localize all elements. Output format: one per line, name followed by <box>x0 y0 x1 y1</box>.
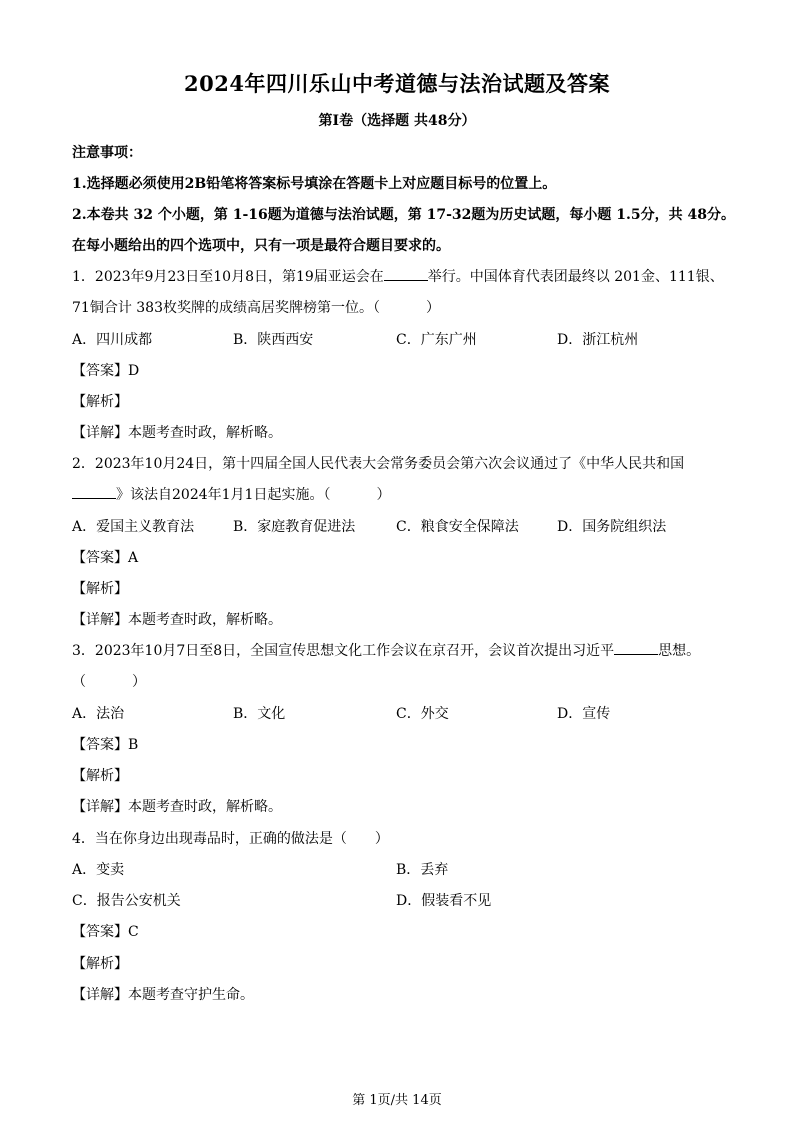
question-4-option-d: D．假装看不见 <box>396 893 492 909</box>
question-3-stem-text: 3．2023年10月7日至8日，全国宣传思想文化工作会议在京召开，会议首次提出习近平 <box>72 643 615 659</box>
question-2-option-c: C．粮食安全保障法 <box>396 519 519 535</box>
document-title: 2024年四川乐山中考道德与法治试题及答案 <box>184 71 610 96</box>
question-2-stem-text: 》该法自2024年1月1日起实施。（ <box>116 487 331 503</box>
notice-heading: 注意事项： <box>72 145 142 161</box>
question-3-detail: 【详解】本题考查时政，解析略。 <box>72 799 282 815</box>
question-1-stem-part2: 举行。中国体育代表团最终以 201金、111银、 <box>427 269 724 285</box>
close-paren: ） <box>426 300 440 316</box>
section-subtitle: 第Ⅰ卷（选择题 共48分） <box>318 113 476 129</box>
question-2-analysis: 【解析】 <box>72 581 128 597</box>
question-3-option-b: B．文化 <box>233 706 286 722</box>
answer-blank <box>72 486 116 499</box>
question-1-option-d: D．浙江杭州 <box>557 332 639 348</box>
question-1-stem-line1 <box>72 266 724 286</box>
question-1-stem-text: 71铜合计 383枚奖牌的成绩高居奖牌榜第一位。（ <box>72 300 380 316</box>
question-1-option-b: B．陕西西安 <box>233 332 314 348</box>
question-3-stem-line2 <box>72 671 146 691</box>
notice-item-2: 2.本卷共 32 个小题，第 1-16题为道德与法治试题，第 17-32题为历史试题，每小题 1.5分，共 48分。 <box>72 207 735 223</box>
close-paren: ） <box>376 487 391 503</box>
question-4-option-b: B．丢弃 <box>396 862 449 878</box>
question-3-stem-line1 <box>72 640 700 660</box>
question-2-stem-line2 <box>72 484 390 504</box>
question-4-stem: 4．当在你身边出现毒品时，正确的做法是（ ） <box>72 831 389 847</box>
question-2-stem-line1: 2．2023年10月24日，第十四届全国人民代表大会常务委员会第六次会议通过了《中华人民共和国 <box>72 456 685 472</box>
question-2-detail: 【详解】本题考查时政，解析略。 <box>72 612 282 628</box>
open-paren: （ <box>72 674 86 690</box>
question-1-option-c: C．广东广州 <box>396 332 477 348</box>
question-1-analysis: 【解析】 <box>72 394 128 410</box>
question-4-option-a: A．变卖 <box>72 862 125 878</box>
answer-blank <box>384 268 428 281</box>
question-4-answer: 【答案】C <box>72 924 139 940</box>
question-4-detail: 【详解】本题考查守护生命。 <box>72 987 254 1003</box>
question-2-option-b: B．家庭教育促进法 <box>233 519 356 535</box>
notice-item-3: 在每小题给出的四个选项中，只有一项是最符合题目要求的。 <box>72 238 450 254</box>
question-3-analysis: 【解析】 <box>72 768 128 784</box>
question-3-option-c: C．外交 <box>396 706 449 722</box>
notice-item-1: 1.选择题必须使用2B铅笔将答案标号填涂在答题卡上对应题目标号的位置上。 <box>72 176 557 192</box>
question-4-analysis: 【解析】 <box>72 956 128 972</box>
question-3-option-a: A．法治 <box>72 706 125 722</box>
question-3-option-d: D．宣传 <box>557 706 611 722</box>
question-2-answer: 【答案】A <box>72 550 139 566</box>
question-3-stem-end: 思想。 <box>658 643 701 659</box>
question-1-detail: 【详解】本题考查时政，解析略。 <box>72 425 282 441</box>
answer-blank <box>614 642 658 655</box>
question-4-option-c: C．报告公安机关 <box>72 893 181 909</box>
question-1-stem-part1: 1．2023年9月23日至10月8日，第19届亚运会在 <box>72 269 384 285</box>
question-3-answer: 【答案】B <box>72 737 139 753</box>
page-footer: 第 1页/共 14页 <box>352 1093 442 1108</box>
close-paren: ） <box>132 674 146 690</box>
question-1-stem-line2 <box>72 297 440 317</box>
question-1-answer: 【答案】D <box>72 363 140 379</box>
question-2-option-d: D．国务院组织法 <box>557 519 667 535</box>
question-1-option-a: A．四川成都 <box>72 332 153 348</box>
question-2-option-a: A．爱国主义教育法 <box>72 519 195 535</box>
